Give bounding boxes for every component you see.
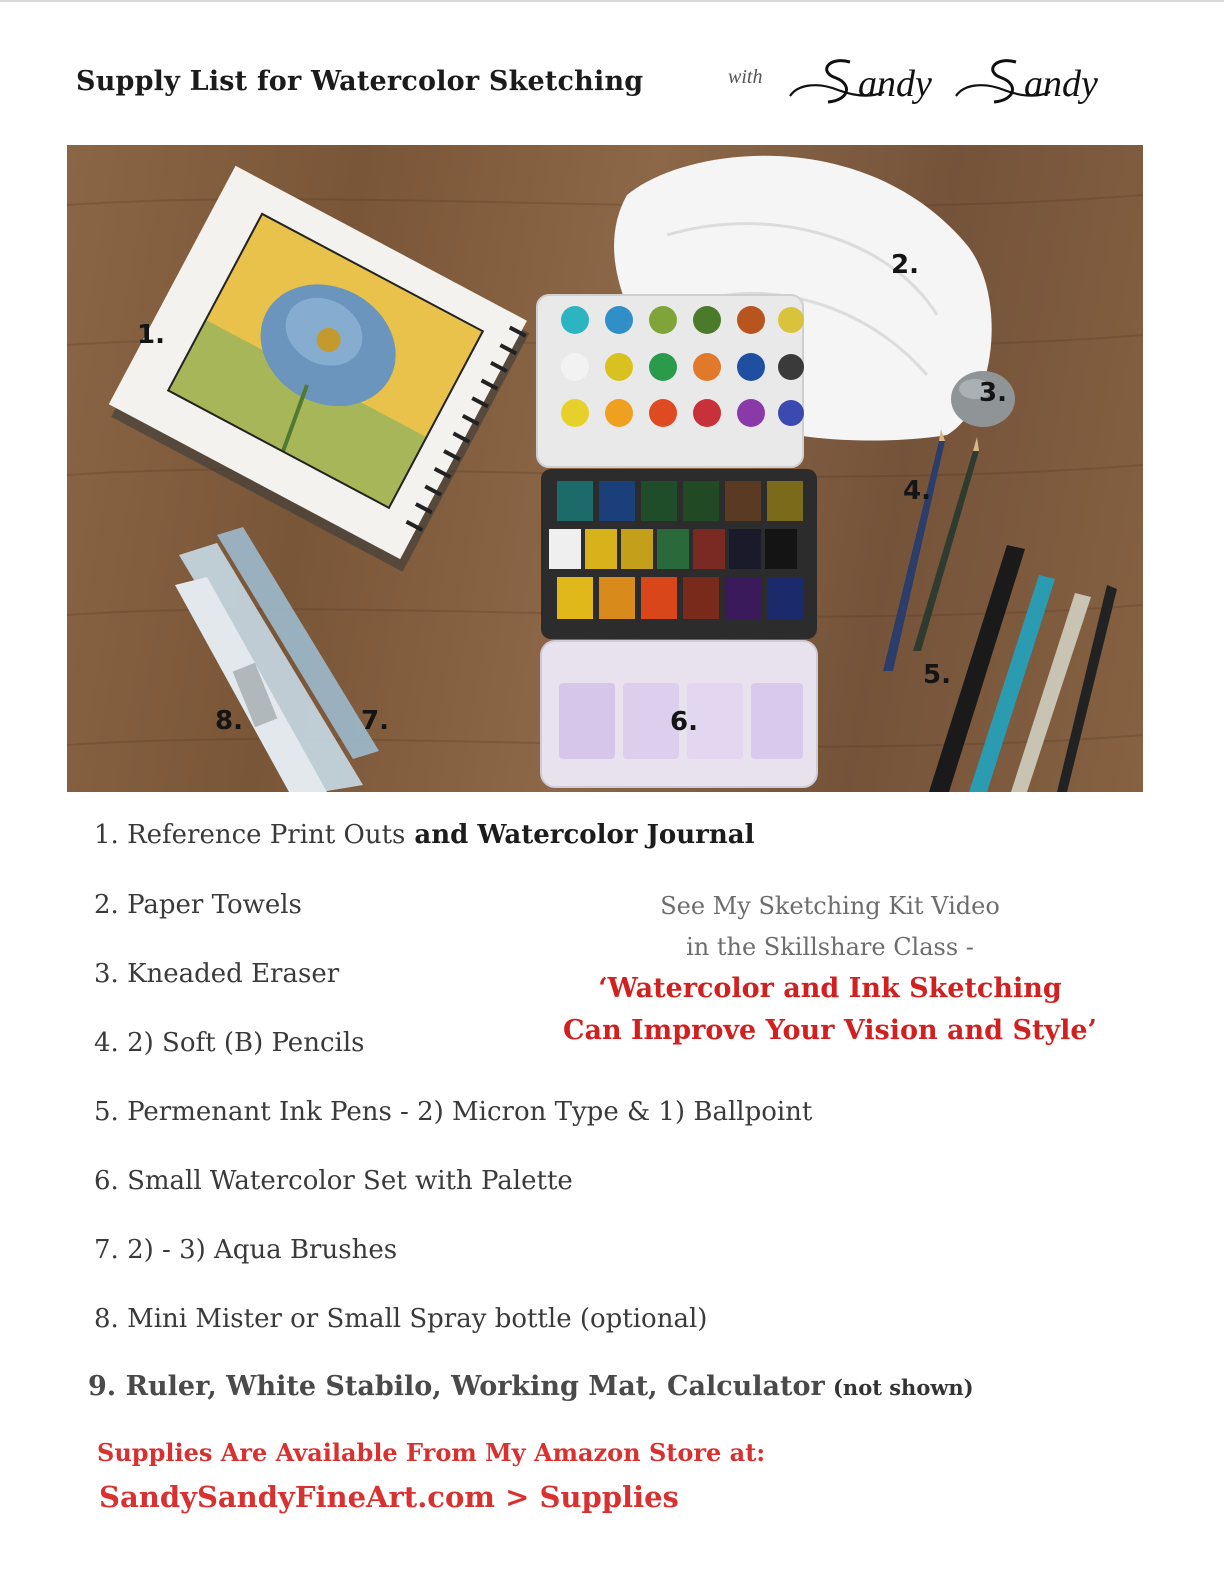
label-7: 7. (361, 706, 389, 736)
list-item-9-note: (not shown) (833, 1375, 974, 1400)
label-6: 6. (670, 707, 698, 737)
label-8: 8. (215, 706, 243, 736)
promo-line-1: See My Sketching Kit Video (660, 892, 1000, 920)
list-item-1 (94, 820, 754, 850)
label-2: 2. (891, 250, 919, 280)
label-1: 1. (137, 320, 165, 350)
promo-class-title-2: Can Improve Your Vision and Style’ (563, 1015, 1097, 1046)
list-item-4: 4. 2) Soft (B) Pencils (94, 1028, 365, 1058)
top-rule (0, 0, 1224, 2)
list-item-9 (88, 1371, 974, 1402)
list-item-1-light: 1. Reference Print Outs (94, 820, 406, 850)
skillshare-promo (510, 886, 1150, 1052)
ink-pens (929, 545, 1117, 792)
promo-line-2: in the Skillshare Class - (686, 933, 974, 961)
list-item-7: 7. 2) - 3) Aqua Brushes (94, 1235, 398, 1265)
list-item-2: 2. Paper Towels (94, 890, 302, 920)
pencils (883, 429, 979, 671)
label-4: 4. (903, 476, 931, 506)
label-5: 5. (923, 660, 951, 690)
supplies-illustration (67, 145, 1143, 792)
svg-text:andy: andy (858, 63, 932, 105)
with-label: with (728, 66, 763, 88)
sandy-sandy-logo (788, 48, 1138, 118)
header (76, 48, 1176, 118)
list-item-1-bold: and Watercolor Journal (405, 820, 755, 850)
supplies-photo (67, 145, 1143, 792)
list-item-5: 5. Permenant Ink Pens - 2) Micron Type & 1) Ballpoint (94, 1097, 813, 1127)
sketchbook (104, 166, 534, 572)
svg-text:andy: andy (1024, 63, 1098, 105)
list-item-6: 6. Small Watercolor Set with Palette (94, 1166, 573, 1196)
list-item-8: 8. Mini Mister or Small Spray bottle (optional) (94, 1304, 708, 1334)
amazon-store-note: Supplies Are Available From My Amazon Store at: (97, 1438, 766, 1467)
page-title: Supply List for Watercolor Sketching (76, 66, 644, 97)
label-3: 3. (979, 378, 1007, 408)
promo-class-title-1: ‘Watercolor and Ink Sketching (598, 973, 1062, 1004)
list-item-9-main: 9. Ruler, White Stabilo, Working Mat, Calculator (88, 1371, 825, 1402)
list-item-3: 3. Kneaded Eraser (94, 959, 340, 989)
store-link[interactable]: SandySandyFineArt.com > Supplies (99, 1480, 679, 1514)
